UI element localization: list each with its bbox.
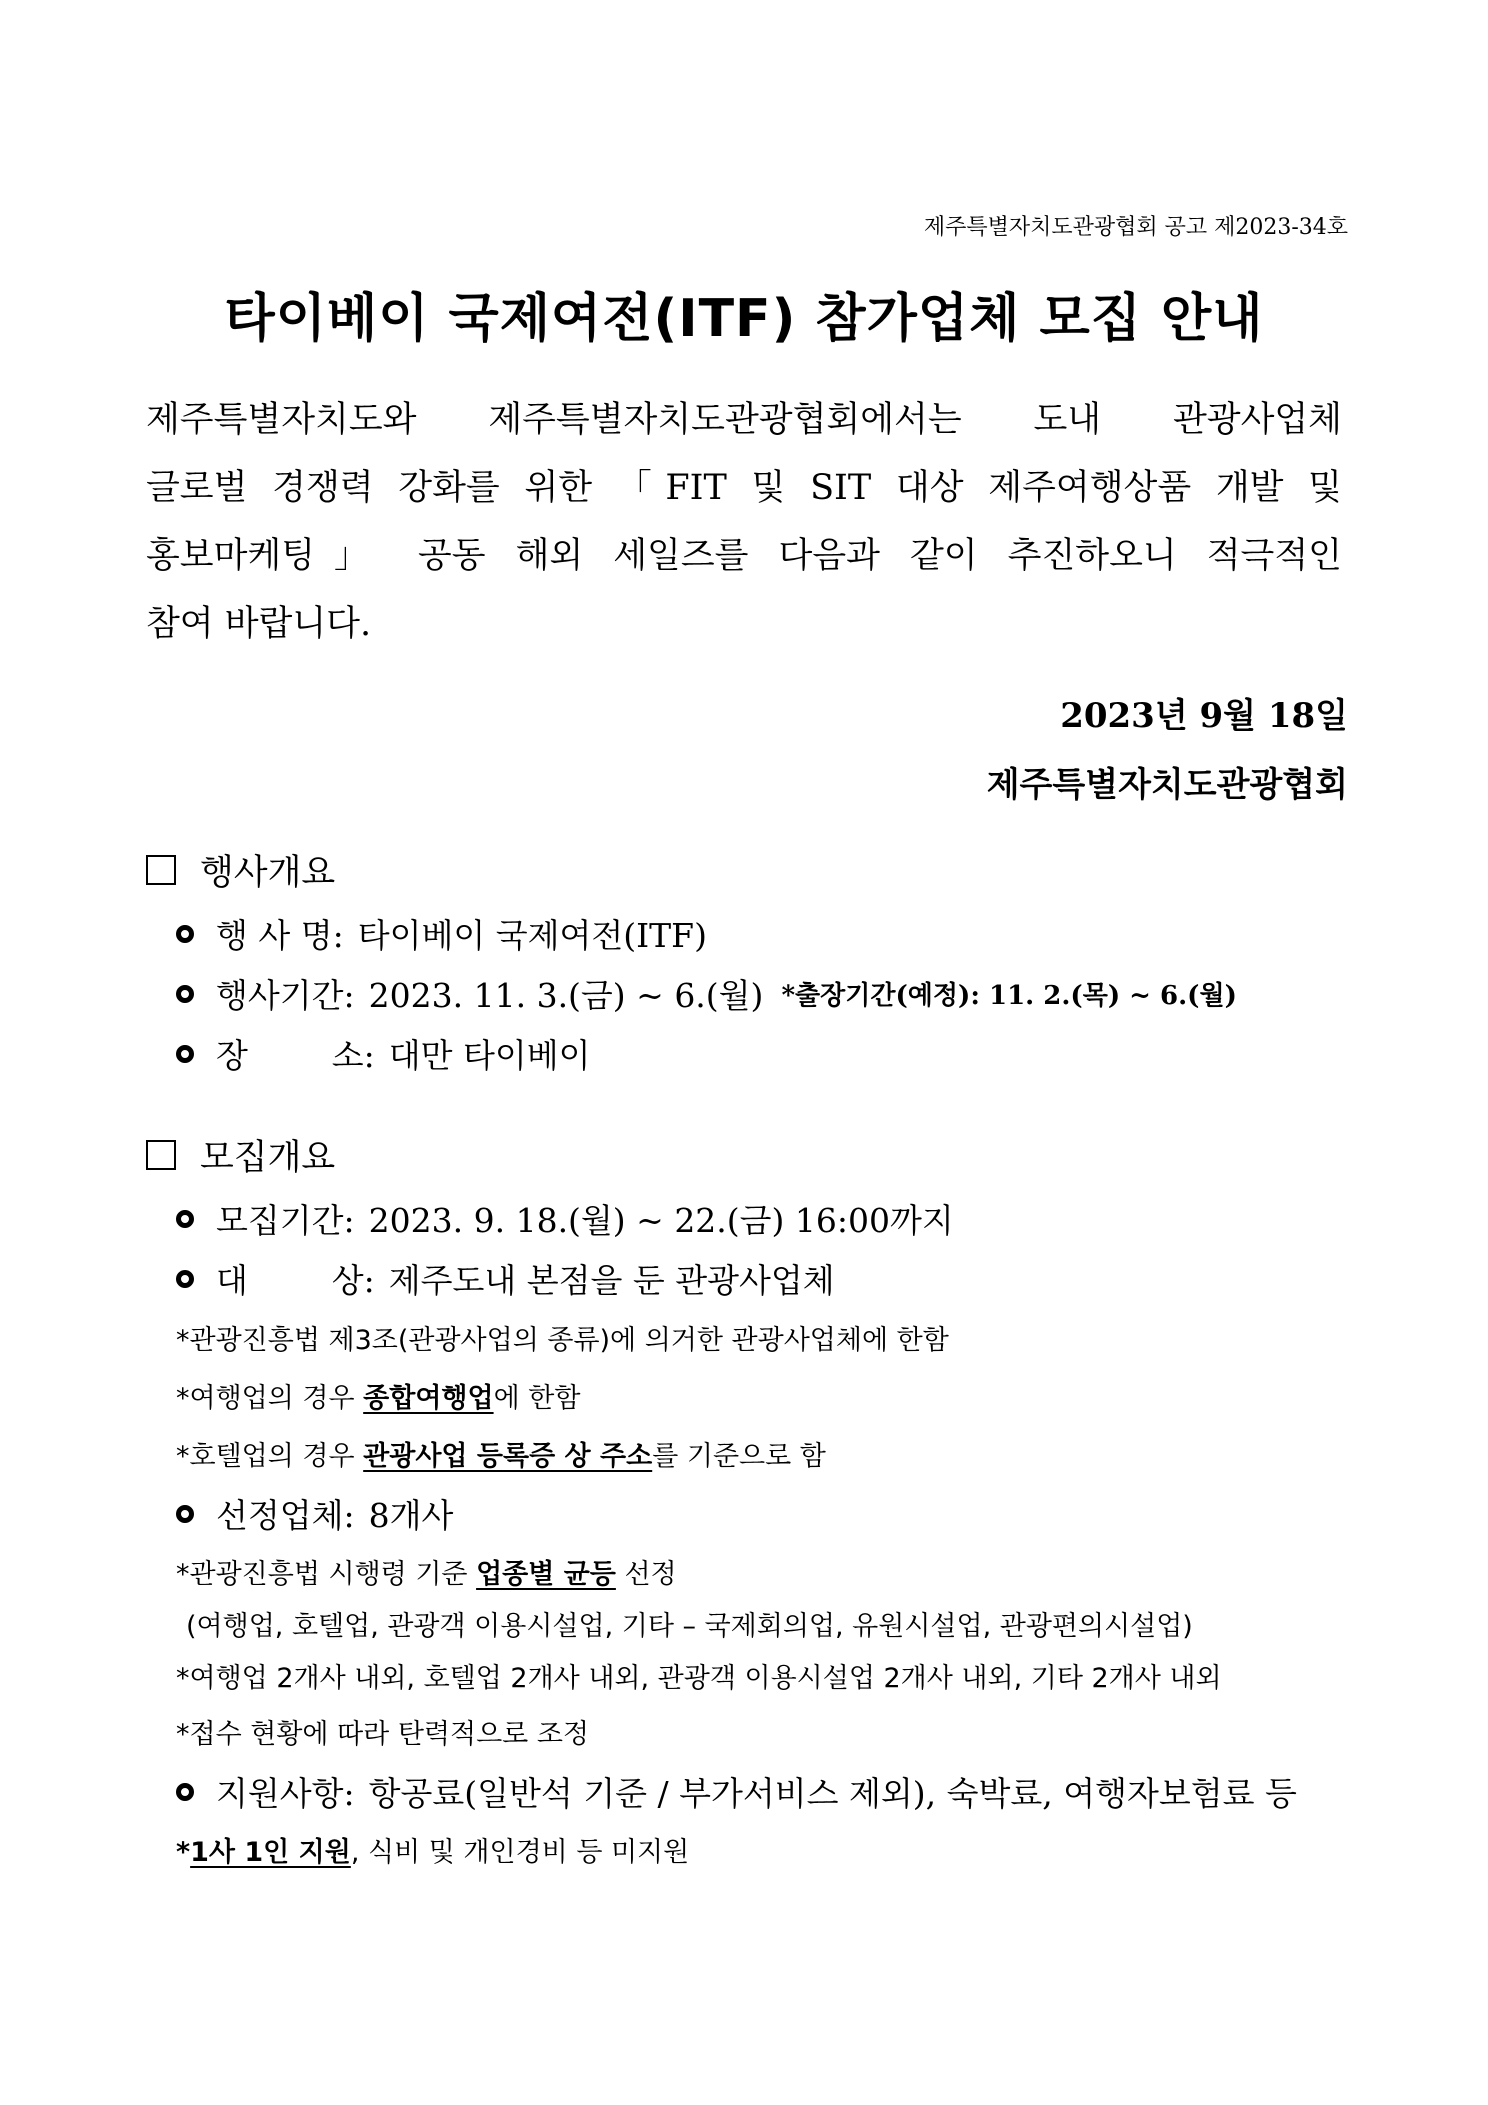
- notice-number: 제주특별자치도관광협회 공고 제2023-34호: [923, 215, 1348, 240]
- recruit-target-label: 대 상:: [216, 1261, 375, 1300]
- recruit-target-value: 제주도내 본점을 둔 관광사업체: [388, 1261, 835, 1300]
- intro-line-1: 제주특별자치도와 제주특별자치도관광협회에서는 도내 관광사업체: [146, 400, 1342, 440]
- section-heading: 행사개요: [200, 853, 336, 893]
- note-selection-criteria: [176, 1552, 677, 1591]
- support-value: 항공료(일반석 기준 / 부가서비스 제외), 숙박료, 여행자보험료 등: [368, 1774, 1297, 1813]
- event-place-row: [176, 1030, 591, 1077]
- note-flexible: *접수 현황에 따라 탄력적으로 조정: [176, 1719, 589, 1750]
- note-hotel: [176, 1434, 826, 1473]
- note-quota: *여행업 2개사 내외, 호텔업 2개사 내외, 관광객 이용시설업 2개사 내외, 기타 2개사 내외: [176, 1663, 1222, 1694]
- recruit-period-label: 모집기간:: [216, 1201, 355, 1240]
- bullet-icon: [176, 1505, 194, 1523]
- intro-line-3: 홍보마케팅」 공동 해외 세일즈를 다음과 같이 추진하오니 적극적인: [146, 536, 1342, 576]
- travel-period-note: *출장기간(예정): 11. 2.(목) ~ 6.(월): [781, 981, 1237, 1011]
- announcement-date: 2023년 9월 18일: [1060, 696, 1348, 736]
- note-text: *관광진흥법 시행령 기준: [176, 1559, 477, 1590]
- note-tourism-law: *관광진흥법 제3조(관광사업의 종류)에 의거한 관광사업체에 한함: [176, 1325, 949, 1356]
- note-text: 를 기준으로 함: [652, 1441, 826, 1472]
- section-recruit-overview: [146, 1130, 335, 1180]
- note-text: *여행업의 경우: [176, 1383, 364, 1414]
- note-underlined: 업종별 균등: [476, 1559, 616, 1590]
- issuing-organization: 제주특별자치도관광협회: [986, 765, 1348, 805]
- bullet-icon: [176, 1783, 194, 1801]
- selection-row: [176, 1490, 453, 1537]
- recruit-period-value: 2023. 9. 18.(월) ~ 22.(금) 16:00까지: [368, 1201, 954, 1240]
- support-label: 지원사항:: [216, 1774, 355, 1813]
- note-travel-agency: [176, 1376, 580, 1415]
- selection-label: 선정업체:: [216, 1496, 355, 1535]
- bullet-icon: [176, 925, 194, 943]
- selection-value: 8개사: [368, 1496, 454, 1535]
- event-period-row: [176, 970, 1237, 1017]
- event-place-label: 장 소:: [216, 1036, 375, 1075]
- event-period-value: 2023. 11. 3.(금) ~ 6.(월): [368, 976, 764, 1015]
- event-name-label: 행 사 명:: [216, 916, 344, 955]
- intro-line-2: 글로벌 경쟁력 강화를 위한 「FIT 및 SIT 대상 제주여행상품 개발 및: [146, 468, 1342, 508]
- note-industry-list: (여행업, 호텔업, 관광객 이용시설업, 기타 – 국제회의업, 유원시설업, 관광편의시설업): [186, 1611, 1193, 1642]
- note-underlined: 1사 1인 지원: [190, 1837, 351, 1868]
- event-name-row: [176, 910, 707, 957]
- intro-line-4: 참여 바랍니다.: [146, 604, 372, 644]
- event-name-value: 타이베이 국제여전(ITF): [357, 916, 707, 955]
- note-text: 선정: [615, 1559, 677, 1590]
- note-underlined: 관광사업 등록증 상 주소: [363, 1441, 653, 1472]
- event-place-value: 대만 타이베이: [388, 1036, 591, 1075]
- recruit-target-row: [176, 1255, 835, 1302]
- checkbox-icon: [146, 855, 176, 885]
- bullet-icon: [176, 1210, 194, 1228]
- support-row: [176, 1768, 1297, 1815]
- note-support-limit: [176, 1830, 689, 1869]
- page-title: 타이베이 국제여전(ITF) 참가업체 모집 안내: [224, 289, 1264, 349]
- bullet-icon: [176, 1270, 194, 1288]
- note-text: 에 한함: [493, 1383, 581, 1414]
- section-event-overview: [146, 845, 335, 895]
- bullet-icon: [176, 1045, 194, 1063]
- event-period-label: 행사기간:: [216, 976, 355, 1015]
- note-text: , 식비 및 개인경비 등 미지원: [350, 1837, 690, 1868]
- recruit-period-row: [176, 1195, 954, 1242]
- checkbox-icon: [146, 1140, 176, 1170]
- note-text: *: [176, 1837, 191, 1868]
- note-underlined: 종합여행업: [363, 1383, 494, 1414]
- bullet-icon: [176, 985, 194, 1003]
- section-heading: 모집개요: [200, 1138, 336, 1178]
- note-text: *호텔업의 경우: [176, 1441, 364, 1472]
